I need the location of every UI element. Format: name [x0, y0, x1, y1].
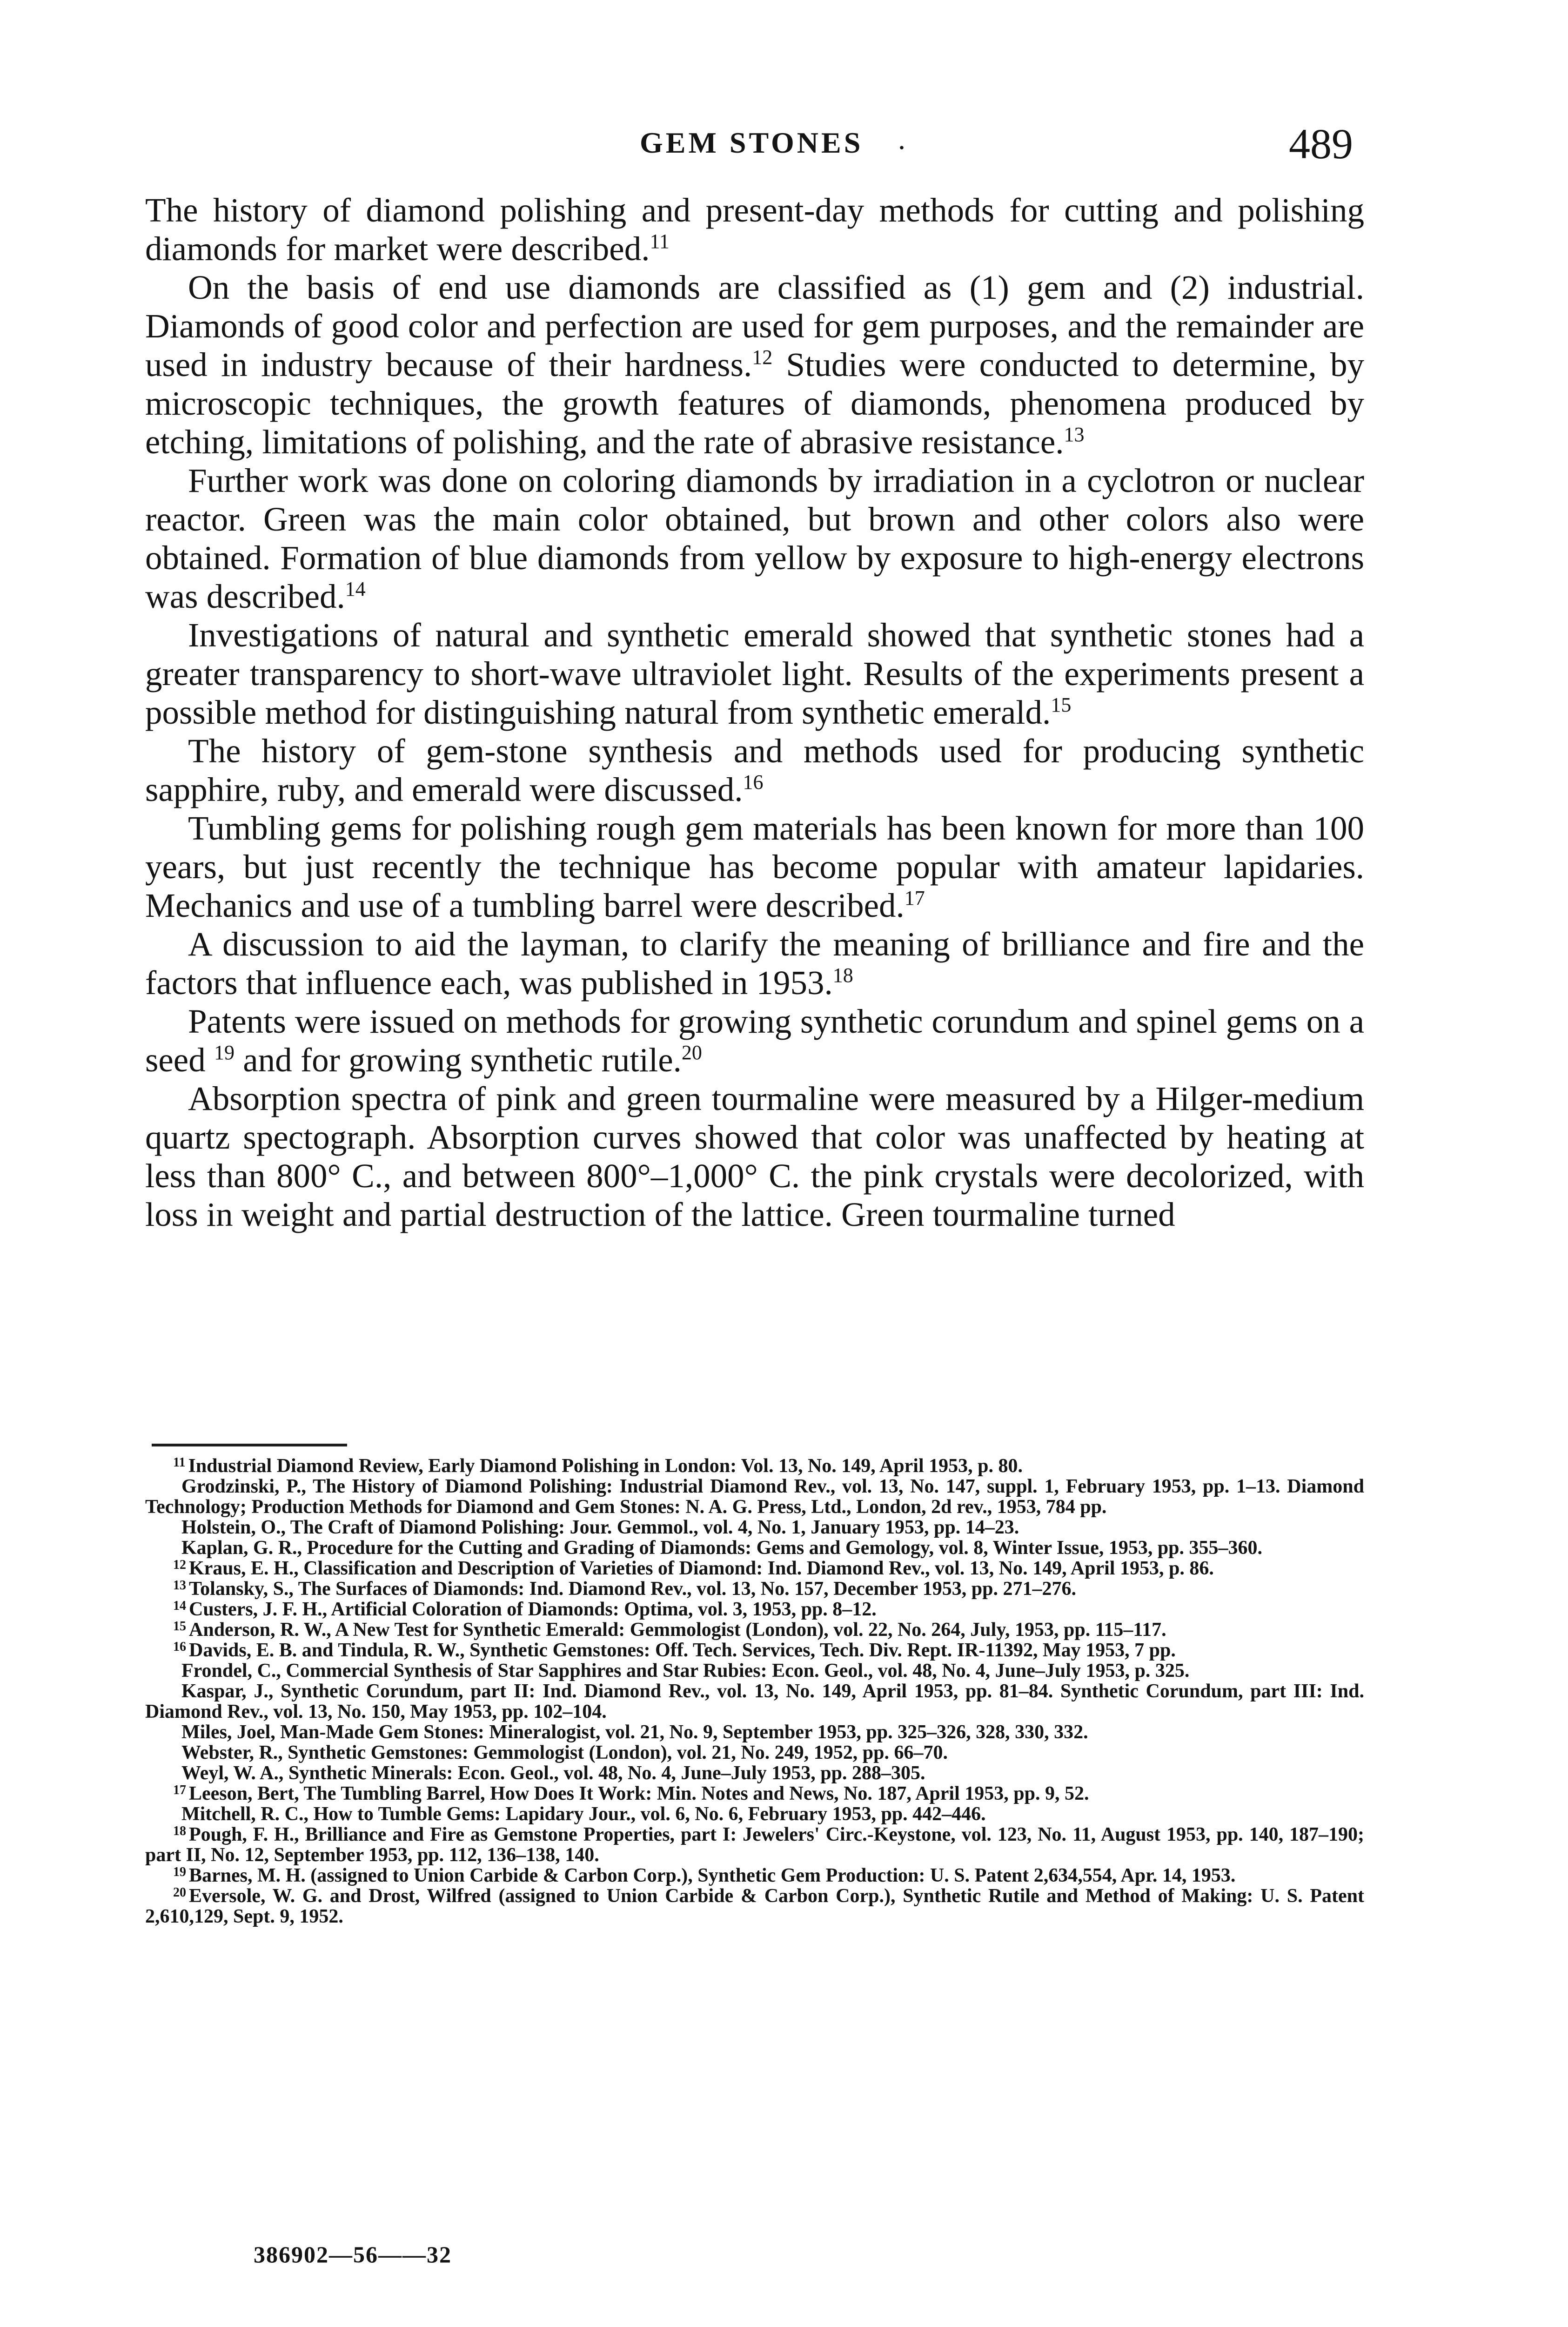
footnote: $^{12}$ Kraus, E. H., Classification and Description of Varieties of Diamond: Ind. Diamond Rev., vol. 13, No. 149, April 1953, p. 86.: [173, 1558, 1214, 1579]
footnote: Webster, R., Synthetic Gemstones: Gemmologist (London), vol. 21, No. 249, 1952, pp. 66–70.: [181, 1742, 948, 1763]
footnote: Mitchell, R. C., How to Tumble Gems: Lapidary Jour., vol. 6, No. 6, February 1953, pp. 442–446.: [181, 1803, 986, 1825]
footnote: $^{16}$ Davids, E. B. and Tindula, R. W., Synthetic Gemstones: Off. Tech. Services, Tech. Div. Rept. IR-11392, May 1953, 7 pp.: [173, 1640, 1176, 1661]
footnote-ref: 16: [743, 771, 764, 794]
paragraph: Patents were issued on methods for growing synthetic corundum and spinel gems on a seed $^{19}$ and for growing synthetic rutile.$^{20}$: [145, 1002, 1364, 1079]
print-code: 386902—56——32: [254, 2241, 452, 2267]
footnote: $^{19}$ Barnes, M. H. (assigned to Union Carbide & Carbon Corp.), Synthetic Gem Production: U. S. Patent 2,634,554, Apr. 14, 1953.: [173, 1865, 1236, 1886]
paragraph: Absorption spectra of pink and green tourmaline were measured by a Hilger-medium quartz spectograph. Absorption curves showed that color was unaffected by heating at less than 800° C., and between 800°–1,000° C. the pink crystals were decolorized, with loss in weight and partial destruction of the lattice. Green tourmaline turned: [145, 1080, 1364, 1233]
footnote-ref: 18: [832, 964, 853, 987]
footnote-ref: 20: [681, 1041, 702, 1064]
footnote: $^{20}$ Eversole, W. G. and Drost, Wilfred (assigned to Union Carbide & Carbon Corp.), Synthetic Rutile and Method of Making: U. S. Patent 2,610,129, Sept. 9, 1952.: [145, 1885, 1364, 1927]
paragraph: Investigations of natural and synthetic emerald showed that synthetic stones had a greater transparency to short-wave ultraviolet light. Results of the experiments present a possible method for distinguishing natural from synthetic emerald.$^{15}$: [145, 616, 1364, 731]
footnote: Holstein, O., The Craft of Diamond Polishing: Jour. Gemmol., vol. 4, No. 1, January 1953, pp. 14–23.: [181, 1517, 1019, 1538]
footnote: $^{15}$ Anderson, R. W., A New Test for Synthetic Emerald: Gemmologist (London), vol. 22, No. 264, July, 1953, pp. 115–117.: [173, 1619, 1166, 1641]
paragraph: Tumbling gems for polishing rough gem materials has been known for more than 100 years, but just recently the technique has become popular with amateur lapidaries. Mechanics and use of a tumbling barrel were described.$^{17}$: [145, 809, 1364, 924]
footnote-mark: 12: [173, 1558, 186, 1572]
footnotes: [145, 1456, 1364, 1927]
footnote-mark: 15: [173, 1619, 186, 1634]
footnote-mark: 11: [173, 1455, 186, 1470]
footnote-mark: 13: [173, 1578, 186, 1593]
footnote-ref: 15: [1051, 693, 1072, 716]
footnote-rule: [152, 1444, 347, 1446]
footnote-mark: 14: [173, 1599, 186, 1613]
body-text: [145, 191, 1364, 1234]
footnote: $^{14}$ Custers, J. F. H., Artificial Coloration of Diamonds: Optima, vol. 3, 1953, pp. 8–12.: [173, 1599, 877, 1620]
footnote: Weyl, W. A., Synthetic Minerals: Econ. Geol., vol. 48, No. 4, June–July 1953, pp. 288–305.: [181, 1762, 925, 1784]
paragraph: Further work was done on coloring diamonds by irradiation in a cyclotron or nuclear reactor. Green was the main color obtained, but brown and other colors also were obtained. Formation of blue diamonds from yellow by exposure to high-energy electrons was described.$^{14}$: [145, 462, 1364, 615]
footnote-mark: 18: [173, 1824, 186, 1838]
footnote: Kaspar, J., Synthetic Corundum, part II: Ind. Diamond Rev., vol. 13, No. 149, April 1953, pp. 81–84. Synthetic Corundum, part III: Ind. Diamond Rev., vol. 13, No. 150, May 1953, pp. 102–104.: [145, 1681, 1364, 1722]
footnote-ref: 12: [752, 346, 773, 369]
page-number: 489: [1289, 120, 1353, 168]
footnote: $^{18}$ Pough, F. H., Brilliance and Fire as Gemstone Properties, part I: Jewelers' Circ.-Keystone, vol. 123, No. 11, August 1953, pp. 140, 187–190; part II, No. 12, September 1953, pp. 112, 136–138, 140.: [145, 1824, 1364, 1866]
footnote-mark: 20: [173, 1885, 186, 1900]
page-header: [0, 122, 1568, 178]
footnote-mark: 19: [173, 1865, 186, 1879]
running-title: GEM STONES: [640, 126, 864, 159]
footnote-ref: 19: [214, 1041, 235, 1064]
footnote-ref: 11: [650, 230, 670, 253]
footnote-ref: 14: [345, 578, 366, 600]
paragraph: The history of diamond polishing and present-day methods for cutting and polishing diamonds for market were described.$^{11}$: [145, 191, 1364, 268]
running-dot: .: [898, 122, 905, 155]
footnote: Grodzinski, P., The History of Diamond Polishing: Industrial Diamond Rev., vol. 13, No. 147, suppl. 1, February 1953, pp. 1–13. Diamond Technology; Production Methods for Diamond and Gem Stones: N. A. G. Press, Ltd., London, 2d rev., 1953, 784 pp.: [145, 1476, 1364, 1518]
footnote: $^{11}$ Industrial Diamond Review, Early Diamond Polishing in London: Vol. 13, No. 149, April 1953, p. 80.: [173, 1455, 1023, 1477]
footnote: $^{17}$ Leeson, Bert, The Tumbling Barrel, How Does It Work: Min. Notes and News, No. 187, April 1953, pp. 9, 52.: [173, 1783, 1089, 1804]
footnote: Miles, Joel, Man-Made Gem Stones: Mineralogist, vol. 21, No. 9, September 1953, pp. 325–326, 328, 330, 332.: [181, 1722, 1088, 1743]
footnote: Frondel, C., Commercial Synthesis of Star Sapphires and Star Rubies: Econ. Geol., vol. 48, No. 4, June–July 1953, p. 325.: [181, 1660, 1190, 1681]
footnote-ref: 17: [904, 887, 925, 909]
paragraph: On the basis of end use diamonds are classified as (1) gem and (2) industrial. Diamonds of good color and perfection are used for gem purposes, and the remainder are used in industry because of their hardness.$^{12}$ Studies were conducted to determine, by microscopic techniques, the growth features of diamonds, phenomena produced by etching, limitations of polishing, and the rate of abrasive resistance.$^{13}$: [145, 269, 1364, 461]
footnote: $^{13}$ Tolansky, S., The Surfaces of Diamonds: Ind. Diamond Rev., vol. 13, No. 157, December 1953, pp. 271–276.: [173, 1578, 1076, 1600]
paragraph: A discussion to aid the layman, to clarify the meaning of brilliance and fire and the factors that influence each, was published in 1953.18: [145, 925, 1364, 1002]
footnote-mark: 17: [173, 1783, 186, 1797]
footnote: Kaplan, G. R., Procedure for the Cutting and Grading of Diamonds: Gems and Gemology, vol. 8, Winter Issue, 1953, pp. 355–360.: [181, 1537, 1263, 1559]
footnote-mark: 16: [173, 1640, 186, 1654]
paragraph: The history of gem-stone synthesis and methods used for producing synthetic sapphire, ruby, and emerald were discussed.$^{16}$: [145, 732, 1364, 808]
footnote-ref: 13: [1064, 423, 1085, 446]
